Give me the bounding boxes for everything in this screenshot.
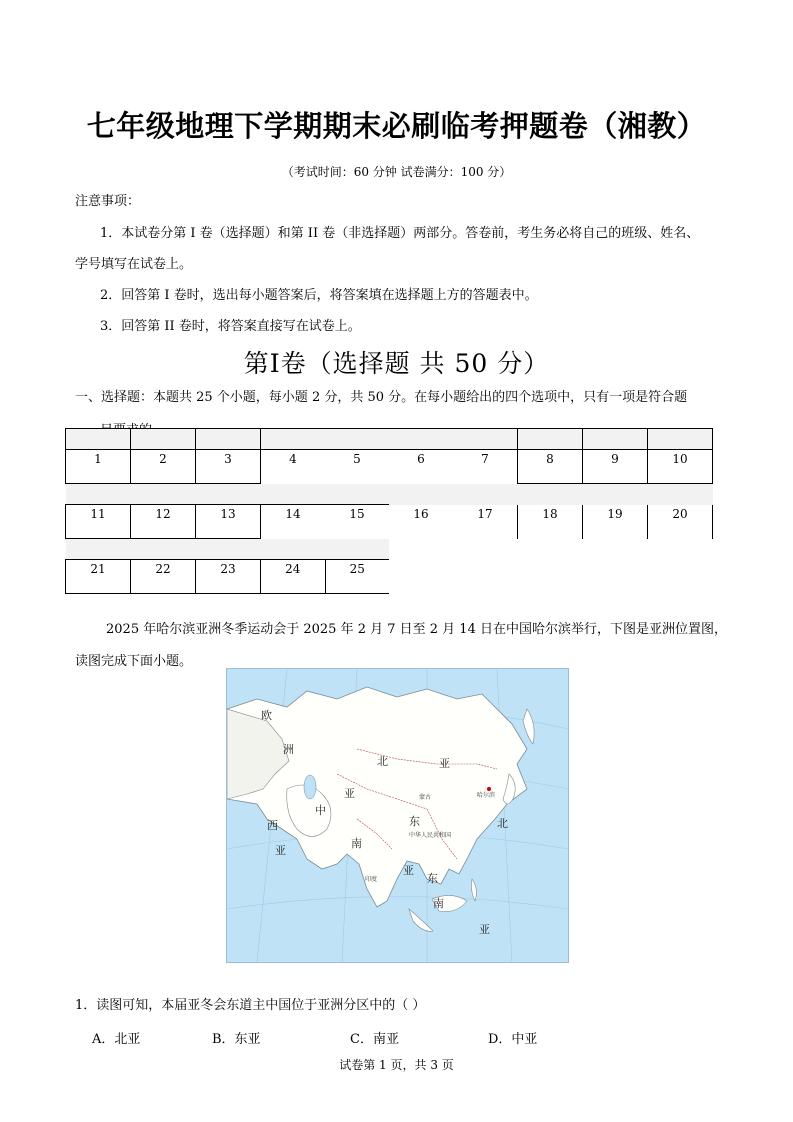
empty-cell — [453, 560, 518, 594]
question-1-option-a[interactable]: A．北亚 — [92, 1032, 141, 1047]
answer-cell[interactable] — [389, 484, 453, 505]
answer-cell[interactable] — [453, 484, 518, 505]
sumatra — [409, 909, 433, 931]
question-number-cell: 9 — [583, 450, 648, 484]
answer-cell[interactable] — [453, 429, 518, 450]
notice-item-1-line-1: 1．本试卷分第 I 卷（选择题）和第 II 卷（非选择题）两部分。答卷前，考生务必将自己的班级、姓名、 — [100, 226, 700, 241]
question-number-cell: 14 — [261, 505, 326, 539]
empty-cell — [518, 539, 583, 560]
question-number-cell: 3 — [196, 450, 261, 484]
map-label-india: 印度 — [365, 876, 378, 883]
empty-cell — [648, 560, 713, 594]
question-number-cell: 23 — [196, 560, 261, 594]
answer-table-row — [66, 505, 713, 539]
empty-cell — [453, 539, 518, 560]
map-label-east-2: 东 — [427, 872, 438, 885]
question-1-option-b[interactable]: B．东亚 — [212, 1032, 261, 1047]
answer-table-row — [66, 450, 713, 484]
map-label-west: 西 — [267, 819, 278, 832]
answer-cell[interactable] — [131, 484, 196, 505]
answer-cell[interactable] — [325, 484, 389, 505]
question-number-cell: 13 — [196, 505, 261, 539]
map-label-mongolia: 蒙古 — [419, 794, 432, 801]
empty-cell — [583, 560, 648, 594]
answer-table-row — [66, 484, 713, 505]
question-number-cell: 17 — [477, 506, 493, 521]
answer-cell[interactable] — [66, 484, 131, 505]
answer-table — [65, 428, 713, 594]
asia-map — [226, 668, 569, 963]
page-footer: 试卷第 1 页，共 3 页 — [339, 1058, 454, 1072]
answer-table-header-row — [66, 429, 713, 450]
question-number-cell: 8 — [518, 450, 583, 484]
map-label-asia-4: 亚 — [403, 864, 414, 877]
map-label-europe: 欧 — [261, 709, 272, 722]
question-1-option-d[interactable]: D．中亚 — [488, 1032, 538, 1047]
answer-cell[interactable] — [196, 484, 261, 505]
answer-cell[interactable] — [648, 429, 713, 450]
question-number-cell: 22 — [131, 560, 196, 594]
question-number-cell: 12 — [131, 505, 196, 539]
answer-cell[interactable] — [131, 429, 196, 450]
page-title: 七年级地理下学期期末必刷临考押题卷（湘教） — [86, 109, 707, 143]
answer-cell[interactable] — [518, 484, 583, 505]
empty-cell — [389, 560, 453, 594]
notice-item-2: 2．回答第 I 卷时，选出每小题答案后，将答案填在选择题上方的答题表中。 — [100, 288, 538, 303]
instructions-line-1: 一、选择题：本题共 25 个小题，每小题 2 分，共 50 分。在每小题给出的四个选项中，只有一项是符合题 — [75, 390, 688, 405]
answer-cell[interactable] — [583, 484, 648, 505]
question-number-cell: 4 — [261, 450, 326, 484]
map-label-north: 北 — [377, 755, 388, 768]
answer-cell[interactable] — [583, 429, 648, 450]
question-number-cell: 25 — [325, 560, 389, 594]
notice-item-1-line-2: 学号填写在试卷上。 — [75, 257, 193, 272]
map-label-europe-2: 洲 — [283, 743, 294, 756]
answer-cell[interactable] — [325, 539, 389, 560]
answer-table-row — [66, 560, 713, 594]
answer-cell[interactable] — [518, 429, 583, 450]
passage-line-2: 读图完成下面小题。 — [75, 654, 193, 669]
question-1-option-c[interactable]: C．南亚 — [350, 1032, 399, 1047]
question-number-cell: 24 — [261, 560, 326, 594]
answer-cell[interactable] — [261, 539, 326, 560]
map-label-east: 东 — [409, 815, 420, 828]
question-number-cell: 21 — [66, 560, 131, 594]
caspian-sea — [304, 775, 316, 799]
answer-cell[interactable] — [325, 429, 389, 450]
answer-table-row — [66, 539, 713, 560]
question-number-cell: 20 — [648, 505, 713, 539]
map-label-asia-2: 亚 — [344, 787, 355, 800]
question-number-cell: 16 — [413, 506, 429, 521]
empty-cell — [583, 539, 648, 560]
answer-cell[interactable] — [261, 484, 326, 505]
question-number-cell: 11 — [66, 505, 131, 539]
answer-cell[interactable] — [648, 484, 713, 505]
empty-cell — [648, 539, 713, 560]
section-title: 第Ⅰ卷（选择题 共 50 分） — [243, 349, 550, 378]
notice-heading: 注意事项： — [75, 194, 141, 209]
answer-cell[interactable] — [196, 429, 261, 450]
map-label-south: 南 — [351, 837, 362, 850]
question-number-cell: 18 — [518, 505, 583, 539]
map-label-asia-5: 亚 — [479, 923, 490, 936]
map-label-asia: 亚 — [439, 757, 450, 770]
question-number-cell: 15 — [325, 505, 389, 539]
map-label-harbin: 哈尔滨 — [477, 792, 496, 799]
kamchatka — [523, 709, 534, 744]
answer-cell[interactable] — [196, 539, 261, 560]
empty-cell — [518, 560, 583, 594]
graticule-line — [227, 897, 568, 910]
harbin-marker — [487, 787, 491, 791]
answer-cell[interactable] — [389, 429, 453, 450]
map-label-central: 中 — [315, 804, 326, 817]
notice-item-3: 3．回答第 II 卷时，将答案直接写在试卷上。 — [100, 319, 361, 334]
map-label-asia-3: 亚 — [275, 844, 286, 857]
answer-cell[interactable] — [131, 539, 196, 560]
answer-cell[interactable] — [66, 539, 131, 560]
map-label-china: 中华人民共和国 — [409, 832, 452, 839]
exam-info: （考试时间：60 分钟 试卷满分：100 分） — [281, 165, 512, 179]
philippines — [471, 879, 476, 901]
map-label-south-2: 南 — [433, 897, 444, 910]
question-number-cell: 7 — [453, 450, 518, 484]
question-number-cell: 10 — [648, 450, 713, 484]
map-label-north-2: 北 — [497, 817, 508, 830]
question-number-cell: 6 — [389, 450, 453, 484]
passage-line-1: 2025 年哈尔滨亚洲冬季运动会于 2025 年 2 月 7 日至 2 月 14 日在中国哈尔滨举行，下图是亚洲位置图， — [106, 622, 727, 637]
asia-map-svg — [227, 669, 568, 962]
question-1-stem: 1．读图可知，本届亚冬会东道主中国位于亚洲分区中的（ ） — [75, 998, 426, 1013]
empty-cell — [389, 539, 453, 560]
question-number-cell: 19 — [583, 505, 648, 539]
question-number-cell: 1 — [66, 450, 131, 484]
answer-cell[interactable] — [261, 429, 326, 450]
question-number-cell: 2 — [131, 450, 196, 484]
answer-cell[interactable] — [66, 429, 131, 450]
question-number-cell: 5 — [325, 450, 389, 484]
